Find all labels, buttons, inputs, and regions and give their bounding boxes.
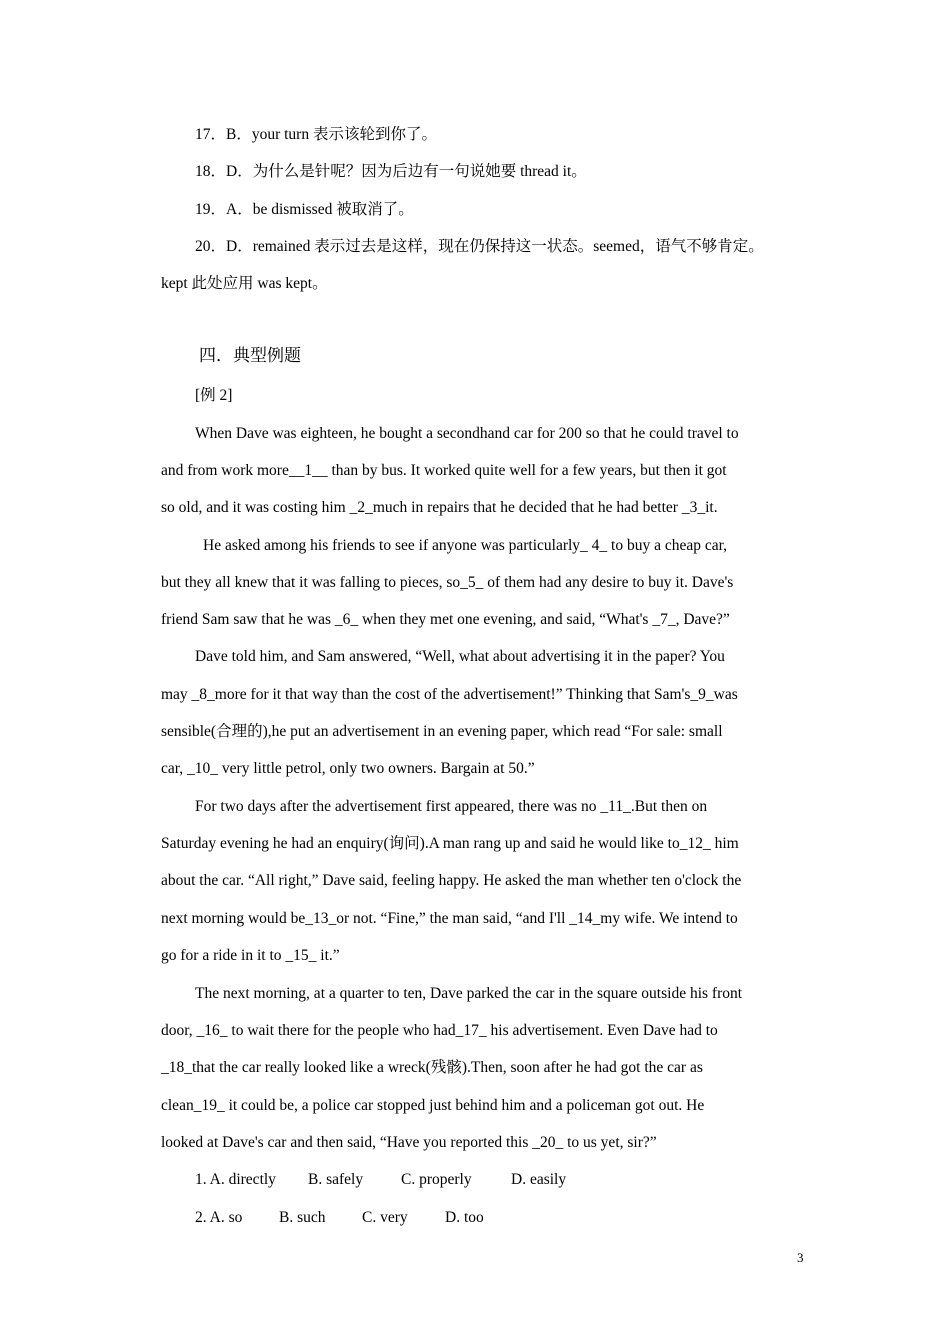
- passage-line: _18_that the car really looked like a wreck(残骸).Then, soon after he had got the car as: [161, 1059, 703, 1076]
- passage-line: door, _16_ to wait there for the people who had_17_ his advertisement. Even Dave had to: [161, 1022, 718, 1039]
- passage-line: Dave told him, and Sam answered, “Well, what about advertising it in the paper? You: [195, 648, 725, 665]
- answer-20: 20．D．remained 表示过去是这样，现在仍保持这一状态。seemed，语气不够肯定。: [195, 238, 764, 255]
- passage-line: go for a ride in it to _15_ it.”: [161, 947, 340, 964]
- option-2d: D. too: [445, 1209, 484, 1226]
- passage-line: For two days after the advertisement first appeared, there was no _11_.But then on: [195, 798, 708, 815]
- passage-line: but they all knew that it was falling to pieces, so_5_ of them had any desire to buy it. Dave's: [161, 574, 734, 591]
- passage-line: looked at Dave's car and then said, “Have you reported this _20_ to us yet, sir?”: [161, 1134, 657, 1151]
- page-number: 3: [797, 1250, 804, 1265]
- passage-line: clean_19_ it could be, a police car stopped just behind him and a policeman got out. He: [161, 1097, 705, 1114]
- passage-line: He asked among his friends to see if anyone was particularly_ 4_ to buy a cheap car,: [203, 537, 728, 554]
- passage-line: car, _10_ very little petrol, only two owners. Bargain at 50.”: [161, 760, 535, 777]
- example-label: [例 2]: [195, 387, 233, 404]
- passage-line: When Dave was eighteen, he bought a secondhand car for 200 so that he could travel to: [195, 425, 739, 442]
- option-1d: D. easily: [511, 1171, 567, 1188]
- option-2a: 2. A. so: [195, 1209, 243, 1226]
- option-1b: B. safely: [308, 1171, 364, 1188]
- passage-line: about the car. “All right,” Dave said, feeling happy. He asked the man whether ten o'clock the: [161, 872, 742, 889]
- answer-18: 18．D．为什么是针呢？因为后边有一句说她要 thread it。: [195, 163, 587, 180]
- option-1a: 1. A. directly: [195, 1171, 276, 1188]
- passage-line: The next morning, at a quarter to ten, Dave parked the car in the square outside his front: [195, 985, 743, 1002]
- question-1-options: [195, 1170, 566, 1190]
- answer-19: 19．A．be dismissed 被取消了。: [195, 201, 414, 218]
- passage-line: so old, and it was costing him _2_much in repairs that he decided that he had better _3_it.: [161, 499, 718, 516]
- question-2-options: [195, 1208, 484, 1228]
- option-2b: B. such: [279, 1209, 326, 1226]
- section-heading: 四．典型例题: [199, 346, 301, 365]
- passage-line: Saturday evening he had an enquiry(询问).A man rang up and said he would like to_12_ him: [161, 835, 739, 852]
- answer-17: 17．B．your turn 表示该轮到你了。: [195, 126, 437, 143]
- passage-line: sensible(合理的),he put an advertisement in an evening paper, which read “For sale: small: [161, 723, 723, 740]
- answer-20-continued: kept 此处应用 was kept。: [161, 275, 328, 292]
- option-1c: C. properly: [401, 1171, 472, 1188]
- option-2c: C. very: [362, 1209, 408, 1226]
- passage-line: may _8_more for it that way than the cost of the advertisement!” Thinking that Sam's_9_was: [161, 686, 738, 703]
- passage-line: next morning would be_13_or not. “Fine,” the man said, “and I'll _14_my wife. We intend to: [161, 910, 738, 927]
- passage-line: and from work more__1__ than by bus. It worked quite well for a few years, but then it got: [161, 462, 727, 479]
- passage-line: friend Sam saw that he was _6_ when they met one evening, and said, “What's _7_, Dave?”: [161, 611, 730, 628]
